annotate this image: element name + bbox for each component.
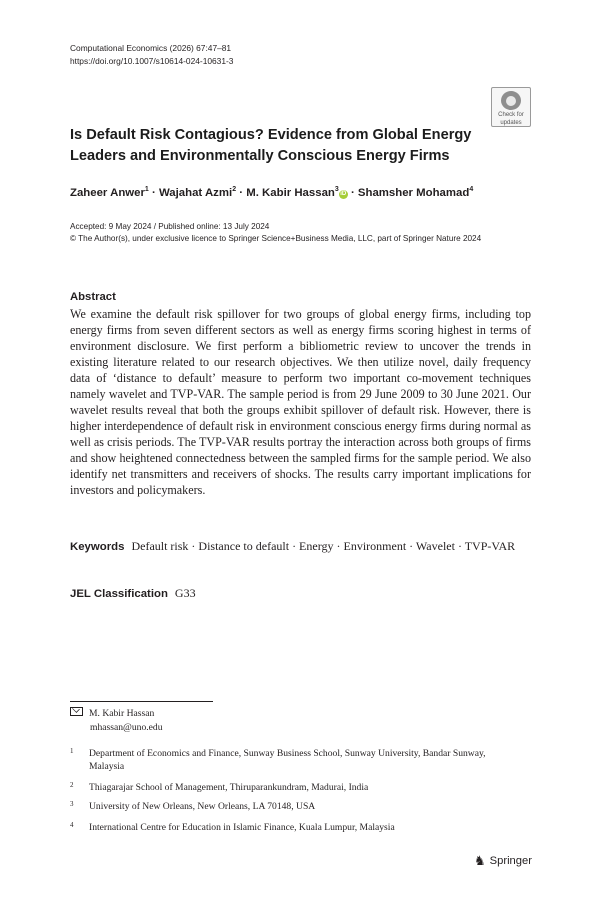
author-list bbox=[70, 186, 473, 199]
check-for-updates-badge[interactable] bbox=[491, 87, 531, 127]
keywords-text: Default risk · Distance to default · Energy · Environment · Wavelet · TVP-VAR bbox=[131, 539, 516, 553]
author-separator: · bbox=[239, 186, 244, 199]
abstract-heading: Abstract bbox=[70, 291, 116, 303]
copyright-notice: © The Author(s), under exclusive licence to Springer Science+Business Media, LLC, part of Springer Nature 2024 bbox=[70, 234, 482, 243]
affiliation-item bbox=[70, 747, 489, 773]
jel-section bbox=[70, 586, 196, 601]
affiliation-number: 1 bbox=[70, 747, 74, 755]
jel-code: G33 bbox=[174, 586, 196, 600]
corresponding-email[interactable]: mhassan@uno.edu bbox=[90, 722, 163, 733]
affiliation-number: 2 bbox=[70, 781, 74, 789]
affiliation-text: Thiagarajar School of Management, Thiruparankundram, Madurai, India bbox=[89, 782, 369, 793]
affiliation-text: University of New Orleans, New Orleans, LA 70148, USA bbox=[89, 801, 316, 812]
publisher-logo[interactable] bbox=[474, 853, 532, 869]
author-separator: · bbox=[152, 186, 156, 199]
author-name[interactable]: Zaheer Anwer bbox=[70, 186, 145, 199]
author-name[interactable]: Wajahat Azmi bbox=[158, 186, 233, 199]
check-for-updates-icon bbox=[501, 91, 521, 110]
journal-header bbox=[70, 42, 233, 68]
affiliation-number: 3 bbox=[70, 800, 74, 808]
affiliation-item bbox=[70, 821, 489, 834]
footnote-divider bbox=[70, 701, 213, 702]
correspondence bbox=[70, 707, 163, 735]
author-affiliation-ref: 4 bbox=[469, 186, 474, 193]
affiliation-number: 4 bbox=[70, 821, 74, 829]
keywords-label: Keywords bbox=[70, 541, 125, 553]
author-name[interactable]: Shamsher Mohamad bbox=[357, 186, 470, 199]
affiliation-text: International Centre for Education in Islamic Finance, Kuala Lumpur, Malaysia bbox=[89, 822, 395, 833]
orcid-icon[interactable]: iD bbox=[340, 190, 347, 197]
affiliation-item bbox=[70, 781, 489, 794]
publication-dates: Accepted: 9 May 2024 / Published online: 13 July 2024 bbox=[70, 222, 270, 231]
author-affiliation-ref: 1 bbox=[144, 186, 149, 193]
author-separator: · bbox=[350, 186, 355, 199]
doi-link[interactable]: https://doi.org/10.1007/s10614-024-10631-3 bbox=[70, 56, 234, 66]
springer-horse-icon: ♞ bbox=[474, 853, 486, 868]
author-affiliation-ref: 3 bbox=[334, 186, 339, 193]
abstract-text: We examine the default risk spillover for two groups of global energy firms, including top energy firms from seven different sectors as well as energy firms scoring highest in terms of environment disclosure. We first perform a bibliometric review to uncover the trends in existing literature related to our research objectives. We then utilize novel, daily frequency data of ‘distance to default’ measure to perform two important co-movement techniques namely wavelet and TVP-VAR. The sample period is from 29 June 2009 to 30 June 2021. Our wavelet results reveal that both the groups exhibit spillover of default risk. However, there is higher interdependence of default risk in environment conscious energy firms during normal as well as crisis periods. The TVP-VAR results portray the interaction across both groups of firms and show heightened connectedness between the sampled firms for the sample period. We also identify net transmitters and receivers of shocks. The results carry important implications for investors and policymakers. bbox=[70, 307, 531, 497]
badge-line1: Check for bbox=[498, 112, 524, 118]
publisher-name: Springer bbox=[489, 855, 532, 867]
corresponding-author: M. Kabir Hassan bbox=[89, 708, 155, 719]
author-name[interactable]: M. Kabir Hassan bbox=[246, 186, 335, 199]
author-affiliation-ref: 2 bbox=[232, 186, 237, 193]
affiliation-text: Department of Economics and Finance, Sunway Business School, Sunway University, Bandar Sunway, Malaysia bbox=[89, 748, 486, 772]
publication-meta bbox=[70, 221, 540, 245]
affiliation-item bbox=[70, 800, 489, 813]
paper-title: Is Default Risk Contagious? Evidence from Global Energy Leaders and Environmentally Conscious Energy Firms bbox=[70, 127, 472, 164]
journal-citation: Computational Economics (2026) 67:47–81 bbox=[70, 43, 232, 53]
jel-label: JEL Classification bbox=[70, 588, 168, 600]
envelope-icon bbox=[70, 707, 83, 716]
badge-line2: updates bbox=[500, 120, 522, 126]
keywords-section bbox=[70, 538, 530, 555]
